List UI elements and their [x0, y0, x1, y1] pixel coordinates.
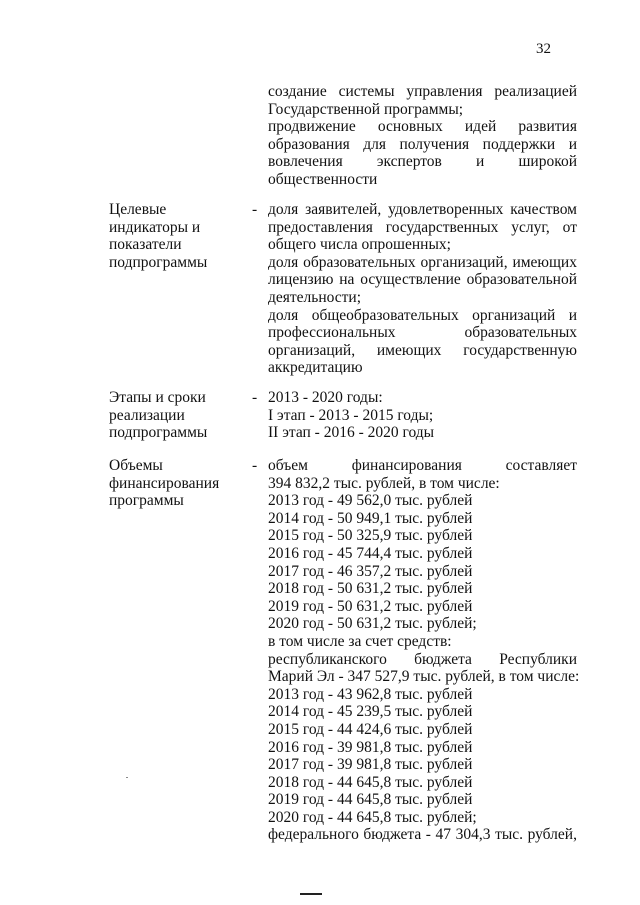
word: осуществление: [360, 271, 461, 289]
section-label-line: Объемы: [109, 457, 163, 474]
word: тыс.: [495, 826, 524, 844]
word: вовлечения: [268, 153, 343, 171]
continuation-block: [268, 83, 577, 189]
word: лицензию: [268, 271, 334, 289]
text-line: 2013 год - 43 962,8 тыс. рублей: [268, 685, 473, 703]
word: общеобразовательных: [311, 306, 459, 324]
word: 304,3: [455, 826, 491, 844]
text-line: [268, 219, 577, 237]
text-line: [268, 153, 577, 171]
section-label-line: реализации: [109, 406, 185, 424]
word: 47: [435, 826, 452, 844]
section-label-line: индикаторы и: [109, 218, 201, 236]
text-line: общего числа опрошенных;: [268, 236, 451, 254]
word: доля: [268, 253, 299, 271]
word: объем: [268, 457, 308, 474]
word: рублей,: [527, 826, 577, 844]
word: качеством: [510, 201, 577, 218]
text-line: [268, 83, 577, 101]
word: финансирования: [351, 457, 462, 474]
word: доля: [268, 306, 299, 324]
word: основных: [377, 118, 443, 136]
word: развития: [518, 118, 577, 136]
text-line: 2018 год - 44 645,8 тыс. рублей: [268, 773, 473, 791]
word: создание: [268, 83, 327, 100]
text-line: 2017 год - 39 981,8 тыс. рублей: [268, 756, 473, 774]
word: и: [568, 306, 577, 324]
word: образовательных: [303, 253, 416, 271]
word: республиканского: [268, 650, 387, 668]
text-line: [268, 118, 577, 136]
word: имеющих: [376, 341, 442, 359]
text-line: I этап - 2013 - 2015 годы;: [268, 406, 434, 424]
word: и: [568, 135, 577, 153]
text-line: [268, 254, 577, 272]
text-line: Марий Эл - 347 527,9 тыс. рублей, в том числе:: [268, 668, 580, 686]
text-line: 2014 год - 50 949,1 тыс. рублей: [268, 509, 473, 527]
text-line: [268, 324, 577, 342]
page-number: 32: [536, 41, 551, 57]
text-line: 2014 год - 45 239,5 тыс. рублей: [268, 703, 473, 721]
section-label: [109, 389, 249, 442]
text-line: [268, 826, 577, 844]
text-line: в том числе за счет средств:: [268, 632, 452, 650]
text-line: [268, 342, 577, 360]
word: реализацией: [494, 83, 577, 100]
word: организаций,: [268, 341, 356, 359]
text-line: 2013 - 2020 годы:: [268, 389, 383, 406]
text-line: 2015 год - 44 424,6 тыс. рублей: [268, 720, 473, 738]
word: услуг,: [511, 218, 550, 236]
word: образования: [268, 135, 350, 153]
word: и: [476, 153, 485, 171]
text-line: 2019 год - 50 631,2 тыс. рублей: [268, 597, 473, 615]
word: образовательных: [464, 324, 577, 342]
text-line: 2018 год - 50 631,2 тыс. рублей: [268, 580, 473, 598]
word: государственных: [385, 218, 499, 236]
word: управления: [406, 83, 483, 100]
text-line: 2020 год - 50 631,2 тыс. рублей;: [268, 615, 477, 633]
word: составляет: [505, 457, 577, 474]
section-body: [268, 389, 577, 442]
text-line: 2016 год - 45 744,4 тыс. рублей: [268, 544, 473, 562]
word: организаций: [472, 306, 556, 324]
text-line: общественности: [268, 170, 378, 188]
word: удовлетворенных: [388, 201, 504, 218]
text-line: [268, 201, 577, 219]
word: поддержки: [482, 135, 556, 153]
text-line: Государственной программы;: [268, 100, 464, 118]
text-line: 2019 год - 44 645,8 тыс. рублей: [268, 791, 473, 809]
word: для: [363, 135, 386, 153]
word: образовательной: [466, 271, 577, 289]
section-label-line: финансирования: [109, 474, 220, 492]
word: экспертов: [376, 153, 442, 171]
word: идей: [464, 118, 497, 136]
text-line: [268, 271, 577, 289]
text-line: деятельности;: [268, 288, 362, 306]
text-line: [268, 457, 577, 475]
word: Республики: [499, 650, 577, 668]
text-line: 2015 год - 50 325,9 тыс. рублей: [268, 527, 473, 545]
word: заявителей,: [305, 201, 382, 218]
word: продвижение: [268, 118, 356, 136]
word: -: [425, 826, 431, 844]
section-label-line: подпрограммы: [109, 253, 208, 271]
section-dash: -: [252, 457, 258, 474]
section-dash: -: [252, 201, 258, 218]
word: получения: [399, 135, 470, 153]
section-label: [109, 201, 249, 271]
text-line: II этап - 2016 - 2020 годы: [268, 424, 435, 442]
word: предоставления: [268, 218, 373, 236]
word: доля: [268, 201, 299, 218]
word: системы: [338, 83, 395, 100]
text-line: [268, 307, 577, 325]
word: от: [562, 218, 577, 236]
section-label-line: подпрограммы: [109, 424, 208, 442]
text-line: 2013 год - 49 562,0 тыс. рублей: [268, 492, 473, 510]
section-dash: -: [252, 389, 258, 406]
text-line: 2020 год - 44 645,8 тыс. рублей;: [268, 808, 477, 826]
scan-speck: [126, 777, 128, 778]
section-body: [268, 457, 580, 844]
text-line: 2016 год - 39 981,8 тыс. рублей: [268, 738, 473, 756]
text-line: [268, 136, 577, 154]
word: на: [339, 271, 355, 289]
word: профессиональных: [268, 324, 396, 342]
word: бюджета: [414, 650, 472, 668]
section-label: [109, 457, 249, 510]
text-line: 2017 год - 46 357,2 тыс. рублей: [268, 562, 473, 580]
section-label-line: программы: [109, 492, 184, 510]
text-line: 394 832,2 тыс. рублей, в том числе:: [268, 474, 500, 492]
text-line: [268, 651, 577, 669]
word: организаций,: [420, 253, 508, 271]
section-body: [268, 201, 577, 377]
section-label-line: Этапы и сроки: [109, 389, 206, 406]
section-label-line: показатели: [109, 236, 182, 254]
section-label-line: Целевые: [109, 201, 167, 218]
text-line: аккредитацию: [268, 359, 363, 377]
word: федерального: [268, 826, 359, 844]
word: государственную: [463, 341, 577, 359]
page-bottom-mark: [300, 893, 322, 895]
word: бюджета: [363, 826, 422, 844]
word: широкой: [518, 153, 577, 171]
word: имеющих: [512, 253, 577, 271]
